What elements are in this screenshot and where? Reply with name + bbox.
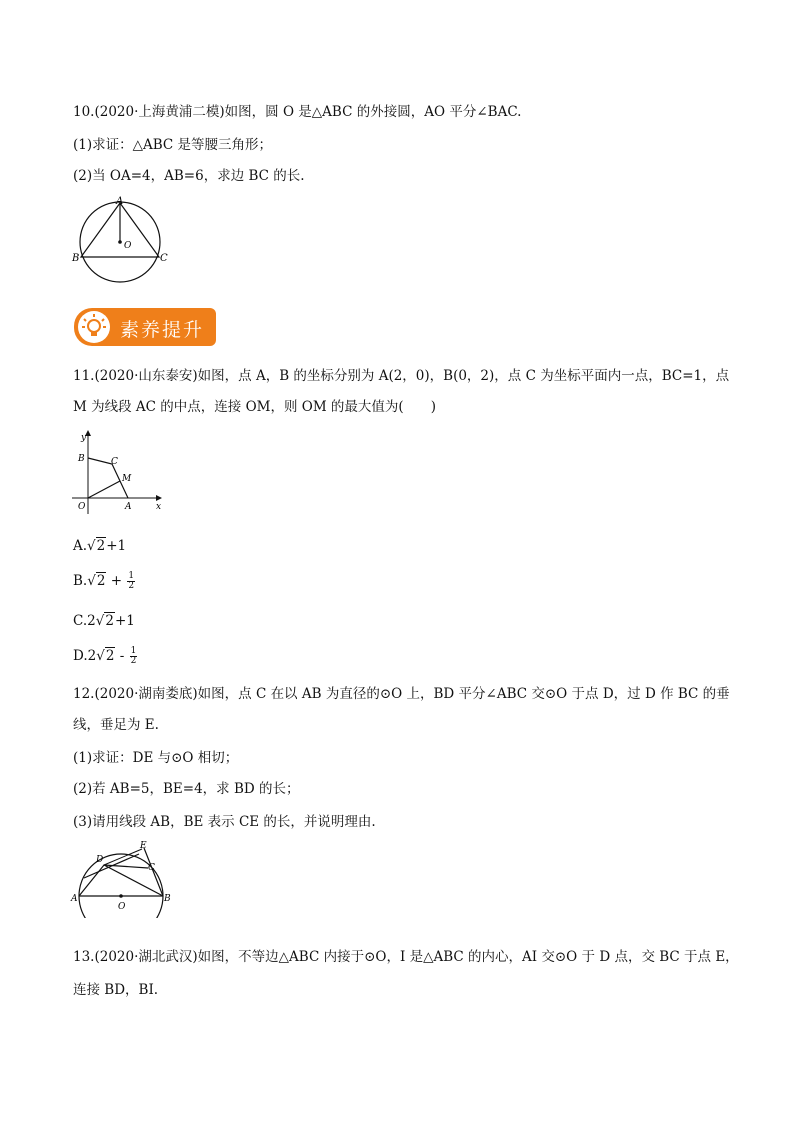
q11-option-d: D.2√2 - $\frac{1}{2}$ xyxy=(73,646,137,666)
option-d-radicand: 2 xyxy=(105,648,115,664)
q12-label-A: A xyxy=(71,894,78,904)
q12-part2: (2)若 AB=5，BE=4，求 BD 的长； xyxy=(73,781,300,797)
q12-label-O: O xyxy=(118,902,126,912)
q11-label-O: O xyxy=(78,502,86,512)
q11-option-a: A.√2+1 xyxy=(73,538,127,554)
option-d-letter: D.2 xyxy=(73,648,97,664)
option-b-radicand: 2 xyxy=(96,573,106,589)
q12-part3: (3)请用线段 AB，BE 表示 CE 的长，并说明理由. xyxy=(73,814,376,830)
option-b-denominator: 2 xyxy=(128,581,135,591)
option-c-tail: +1 xyxy=(114,613,135,629)
option-b-plus: + xyxy=(106,573,127,589)
q12-label-E: E xyxy=(140,841,147,851)
option-a-letter: A. xyxy=(73,538,88,554)
q10-part1: (1)求证：△ABC 是等腰三角形； xyxy=(73,137,273,153)
q12-stem-line2: 线，垂足为 E. xyxy=(73,717,159,733)
q11-stem-line2: M 为线段 AC 的中点，连接 OM，则 OM 的最大值为( ) xyxy=(73,399,436,415)
lightbulb-icon xyxy=(78,311,110,343)
section-banner xyxy=(74,308,216,346)
option-c-radicand: 2 xyxy=(105,613,114,629)
option-b-numerator: 1 xyxy=(128,571,135,581)
q10-label-C: C xyxy=(160,253,168,264)
option-d-denominator: 2 xyxy=(130,656,137,666)
option-b-fraction xyxy=(127,572,135,591)
q11-figure xyxy=(70,428,170,518)
q10-label-B: B xyxy=(72,253,80,264)
option-a-radicand: 2 xyxy=(96,538,106,554)
q12-stem-line1: 12.(2020·湖南娄底)如图，点 C 在以 AB 为直径的⊙O 上，BD 平分∠ABC 交⊙O 于点 D，过 D 作 BC 的垂 xyxy=(73,686,730,702)
q12-label-B: B xyxy=(164,894,171,904)
q11-label-x: x xyxy=(156,502,162,512)
option-c-letter: C.2 xyxy=(73,613,96,629)
q11-option-b: B.√2 + $\frac{1}{2}$ xyxy=(73,571,135,591)
q12-part1: (1)求证：DE 与⊙O 相切； xyxy=(73,750,239,766)
q12-label-D: D xyxy=(96,855,104,865)
option-d-numerator: 1 xyxy=(130,646,137,656)
q10-stem: 10.(2020·上海黄浦二模)如图，圆 O 是△ABC 的外接圆，AO 平分∠BAC. xyxy=(73,104,522,120)
banner-title: 素养提升 xyxy=(120,319,205,341)
q13-stem-line1: 13.(2020·湖北武汉)如图，不等边△ABC 内接于⊙O，I 是△ABC 的内心，AI 交⊙O 于 D 点，交 BC 于点 E， xyxy=(73,949,739,965)
q10-part2: (2)当 OA=4，AB=6，求边 BC 的长. xyxy=(73,168,305,184)
q12-label-C: C xyxy=(148,863,155,873)
q10-figure xyxy=(70,195,170,290)
q11-label-B: B xyxy=(78,454,85,464)
q13-stem-line2: 连接 BD，BI. xyxy=(73,982,159,998)
q11-option-c: C.2√2+1 xyxy=(73,613,135,629)
q11-label-A: A xyxy=(125,502,132,512)
q11-stem-line1: 11.(2020·山东泰安)如图，点 A，B 的坐标分别为 A(2，0)，B(0，2)，点 C 为坐标平面内一点，BC=1，点 xyxy=(73,368,730,384)
option-d-fraction xyxy=(130,647,138,666)
q10-label-O: O xyxy=(124,241,132,251)
q11-label-M: M xyxy=(122,474,132,484)
q11-label-y: y xyxy=(81,433,87,443)
option-d-minus: - xyxy=(115,648,129,664)
option-b-letter: B. xyxy=(73,573,88,589)
q12-figure xyxy=(70,838,180,918)
option-a-tail: +1 xyxy=(106,538,127,554)
q11-label-C: C xyxy=(111,457,118,467)
q10-label-A: A xyxy=(116,196,124,207)
